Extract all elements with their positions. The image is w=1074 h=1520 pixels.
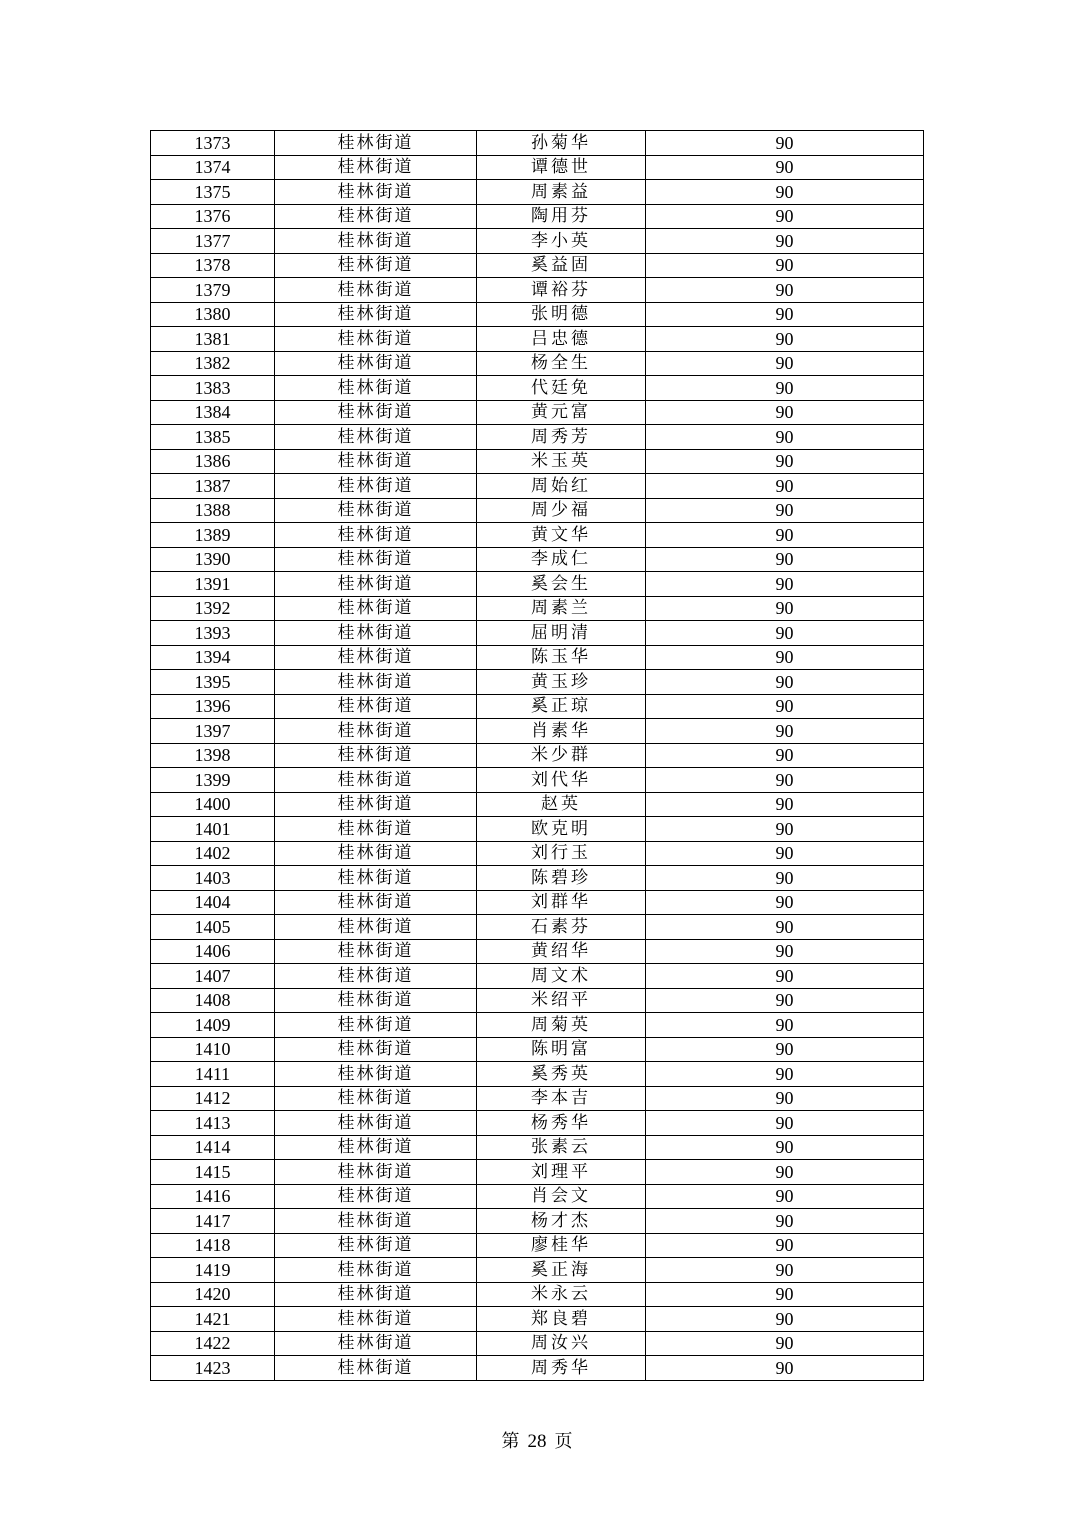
person-name-cell: 陈碧珍 (477, 866, 646, 891)
table-row (151, 180, 924, 205)
street-cell: 桂林街道 (275, 425, 477, 450)
row-number-cell: 1421 (151, 1307, 275, 1332)
person-name-cell: 米绍平 (477, 988, 646, 1013)
person-name-cell: 周素益 (477, 180, 646, 205)
score-cell: 90 (646, 1037, 924, 1062)
score-cell: 90 (646, 327, 924, 352)
table-row (151, 645, 924, 670)
table-row (151, 131, 924, 156)
street-cell: 桂林街道 (275, 302, 477, 327)
score-cell: 90 (646, 768, 924, 793)
row-number-cell: 1408 (151, 988, 275, 1013)
score-cell: 90 (646, 1331, 924, 1356)
score-cell: 90 (646, 743, 924, 768)
table-row (151, 572, 924, 597)
score-cell: 90 (646, 1062, 924, 1087)
person-name-cell: 谭裕芬 (477, 278, 646, 303)
score-cell: 90 (646, 572, 924, 597)
street-cell: 桂林街道 (275, 915, 477, 940)
person-name-cell: 屈明清 (477, 621, 646, 646)
table-row (151, 743, 924, 768)
score-cell: 90 (646, 841, 924, 866)
person-name-cell: 肖会文 (477, 1184, 646, 1209)
street-cell: 桂林街道 (275, 1209, 477, 1234)
table-row (151, 1307, 924, 1332)
street-cell: 桂林街道 (275, 1135, 477, 1160)
table-row (151, 1160, 924, 1185)
table-row (151, 547, 924, 572)
table-row (151, 351, 924, 376)
street-cell: 桂林街道 (275, 572, 477, 597)
score-cell: 90 (646, 719, 924, 744)
row-number-cell: 1404 (151, 890, 275, 915)
street-cell: 桂林街道 (275, 1062, 477, 1087)
table-row (151, 1184, 924, 1209)
row-number-cell: 1413 (151, 1111, 275, 1136)
street-cell: 桂林街道 (275, 890, 477, 915)
row-number-cell: 1403 (151, 866, 275, 891)
table-row (151, 915, 924, 940)
row-number-cell: 1401 (151, 817, 275, 842)
table-row (151, 1282, 924, 1307)
street-cell: 桂林街道 (275, 645, 477, 670)
score-cell: 90 (646, 1209, 924, 1234)
table-row (151, 449, 924, 474)
person-name-cell: 周秀华 (477, 1356, 646, 1381)
street-cell: 桂林街道 (275, 743, 477, 768)
person-name-cell: 刘行玉 (477, 841, 646, 866)
street-cell: 桂林街道 (275, 939, 477, 964)
row-number-cell: 1412 (151, 1086, 275, 1111)
table-row (151, 694, 924, 719)
row-number-cell: 1417 (151, 1209, 275, 1234)
street-cell: 桂林街道 (275, 1258, 477, 1283)
row-number-cell: 1374 (151, 155, 275, 180)
score-cell: 90 (646, 645, 924, 670)
person-name-cell: 李小英 (477, 229, 646, 254)
table-row (151, 1135, 924, 1160)
page-number: 28 (527, 1431, 547, 1452)
score-cell: 90 (646, 229, 924, 254)
street-cell: 桂林街道 (275, 719, 477, 744)
row-number-cell: 1414 (151, 1135, 275, 1160)
person-name-cell: 黄绍华 (477, 939, 646, 964)
person-name-cell: 周始红 (477, 474, 646, 499)
person-name-cell: 廖桂华 (477, 1233, 646, 1258)
person-name-cell: 杨秀华 (477, 1111, 646, 1136)
score-cell: 90 (646, 351, 924, 376)
row-number-cell: 1422 (151, 1331, 275, 1356)
row-number-cell: 1407 (151, 964, 275, 989)
street-cell: 桂林街道 (275, 400, 477, 425)
score-cell: 90 (646, 278, 924, 303)
street-cell: 桂林街道 (275, 1282, 477, 1307)
person-name-cell: 杨全生 (477, 351, 646, 376)
row-number-cell: 1377 (151, 229, 275, 254)
table-row (151, 890, 924, 915)
score-cell: 90 (646, 155, 924, 180)
street-cell: 桂林街道 (275, 1233, 477, 1258)
table-row (151, 1356, 924, 1381)
street-cell: 桂林街道 (275, 621, 477, 646)
person-name-cell: 黄玉珍 (477, 670, 646, 695)
score-cell: 90 (646, 474, 924, 499)
person-name-cell: 石素芬 (477, 915, 646, 940)
row-number-cell: 1398 (151, 743, 275, 768)
roster-table (150, 130, 924, 1381)
page-footer-prefix: 第 (501, 1431, 520, 1452)
row-number-cell: 1389 (151, 523, 275, 548)
table-row (151, 1037, 924, 1062)
score-cell: 90 (646, 1184, 924, 1209)
row-number-cell: 1394 (151, 645, 275, 670)
table-row (151, 1013, 924, 1038)
row-number-cell: 1387 (151, 474, 275, 499)
person-name-cell: 米少群 (477, 743, 646, 768)
street-cell: 桂林街道 (275, 1086, 477, 1111)
person-name-cell: 奚正海 (477, 1258, 646, 1283)
score-cell: 90 (646, 1258, 924, 1283)
row-number-cell: 1416 (151, 1184, 275, 1209)
table-row (151, 474, 924, 499)
score-cell: 90 (646, 1307, 924, 1332)
score-cell: 90 (646, 1013, 924, 1038)
row-number-cell: 1402 (151, 841, 275, 866)
person-name-cell: 周汝兴 (477, 1331, 646, 1356)
table-row (151, 1209, 924, 1234)
score-cell: 90 (646, 621, 924, 646)
table-row (151, 1111, 924, 1136)
street-cell: 桂林街道 (275, 988, 477, 1013)
person-name-cell: 陶用芬 (477, 204, 646, 229)
table-row (151, 278, 924, 303)
row-number-cell: 1415 (151, 1160, 275, 1185)
street-cell: 桂林街道 (275, 449, 477, 474)
street-cell: 桂林街道 (275, 474, 477, 499)
street-cell: 桂林街道 (275, 694, 477, 719)
street-cell: 桂林街道 (275, 1356, 477, 1381)
row-number-cell: 1376 (151, 204, 275, 229)
street-cell: 桂林街道 (275, 1013, 477, 1038)
table-row (151, 204, 924, 229)
person-name-cell: 郑良碧 (477, 1307, 646, 1332)
person-name-cell: 陈玉华 (477, 645, 646, 670)
street-cell: 桂林街道 (275, 278, 477, 303)
table-row (151, 939, 924, 964)
row-number-cell: 1378 (151, 253, 275, 278)
table-row (151, 866, 924, 891)
table-row (151, 1331, 924, 1356)
score-cell: 90 (646, 866, 924, 891)
person-name-cell: 奚会生 (477, 572, 646, 597)
person-name-cell: 刘理平 (477, 1160, 646, 1185)
page-footer (0, 1430, 1074, 1454)
street-cell: 桂林街道 (275, 327, 477, 352)
person-name-cell: 奚秀英 (477, 1062, 646, 1087)
score-cell: 90 (646, 547, 924, 572)
score-cell: 90 (646, 694, 924, 719)
row-number-cell: 1420 (151, 1282, 275, 1307)
table-row (151, 400, 924, 425)
score-cell: 90 (646, 792, 924, 817)
table-row (151, 596, 924, 621)
row-number-cell: 1419 (151, 1258, 275, 1283)
street-cell: 桂林街道 (275, 596, 477, 621)
person-name-cell: 李本吉 (477, 1086, 646, 1111)
score-cell: 90 (646, 523, 924, 548)
score-cell: 90 (646, 204, 924, 229)
table-row (151, 988, 924, 1013)
street-cell: 桂林街道 (275, 768, 477, 793)
street-cell: 桂林街道 (275, 841, 477, 866)
row-number-cell: 1385 (151, 425, 275, 450)
person-name-cell: 张素云 (477, 1135, 646, 1160)
person-name-cell: 奚益固 (477, 253, 646, 278)
street-cell: 桂林街道 (275, 1331, 477, 1356)
row-number-cell: 1380 (151, 302, 275, 327)
score-cell: 90 (646, 915, 924, 940)
person-name-cell: 周菊英 (477, 1013, 646, 1038)
row-number-cell: 1409 (151, 1013, 275, 1038)
row-number-cell: 1396 (151, 694, 275, 719)
score-cell: 90 (646, 988, 924, 1013)
table-row (151, 964, 924, 989)
street-cell: 桂林街道 (275, 180, 477, 205)
street-cell: 桂林街道 (275, 1111, 477, 1136)
row-number-cell: 1392 (151, 596, 275, 621)
table-row (151, 841, 924, 866)
score-cell: 90 (646, 817, 924, 842)
street-cell: 桂林街道 (275, 1307, 477, 1332)
table-row (151, 302, 924, 327)
roster-table-body (151, 131, 924, 1381)
row-number-cell: 1379 (151, 278, 275, 303)
person-name-cell: 欧克明 (477, 817, 646, 842)
row-number-cell: 1386 (151, 449, 275, 474)
row-number-cell: 1400 (151, 792, 275, 817)
row-number-cell: 1406 (151, 939, 275, 964)
table-row (151, 523, 924, 548)
score-cell: 90 (646, 596, 924, 621)
score-cell: 90 (646, 1160, 924, 1185)
row-number-cell: 1418 (151, 1233, 275, 1258)
row-number-cell: 1382 (151, 351, 275, 376)
table-row (151, 1086, 924, 1111)
score-cell: 90 (646, 425, 924, 450)
person-name-cell: 吕忠德 (477, 327, 646, 352)
street-cell: 桂林街道 (275, 1160, 477, 1185)
table-row (151, 253, 924, 278)
row-number-cell: 1391 (151, 572, 275, 597)
table-row (151, 817, 924, 842)
table-row (151, 155, 924, 180)
table-row (151, 376, 924, 401)
score-cell: 90 (646, 1356, 924, 1381)
table-row (151, 719, 924, 744)
person-name-cell: 赵英 (477, 792, 646, 817)
street-cell: 桂林街道 (275, 351, 477, 376)
street-cell: 桂林街道 (275, 670, 477, 695)
page-footer-suffix: 页 (554, 1431, 573, 1452)
score-cell: 90 (646, 1086, 924, 1111)
row-number-cell: 1423 (151, 1356, 275, 1381)
row-number-cell: 1390 (151, 547, 275, 572)
person-name-cell: 肖素华 (477, 719, 646, 744)
score-cell: 90 (646, 376, 924, 401)
score-cell: 90 (646, 400, 924, 425)
score-cell: 90 (646, 1233, 924, 1258)
row-number-cell: 1399 (151, 768, 275, 793)
row-number-cell: 1373 (151, 131, 275, 156)
score-cell: 90 (646, 964, 924, 989)
score-cell: 90 (646, 1111, 924, 1136)
street-cell: 桂林街道 (275, 253, 477, 278)
table-row (151, 792, 924, 817)
person-name-cell: 刘代华 (477, 768, 646, 793)
street-cell: 桂林街道 (275, 817, 477, 842)
person-name-cell: 周素兰 (477, 596, 646, 621)
row-number-cell: 1383 (151, 376, 275, 401)
street-cell: 桂林街道 (275, 155, 477, 180)
street-cell: 桂林街道 (275, 547, 477, 572)
street-cell: 桂林街道 (275, 523, 477, 548)
person-name-cell: 杨才杰 (477, 1209, 646, 1234)
row-number-cell: 1411 (151, 1062, 275, 1087)
table-row (151, 768, 924, 793)
score-cell: 90 (646, 449, 924, 474)
street-cell: 桂林街道 (275, 376, 477, 401)
person-name-cell: 刘群华 (477, 890, 646, 915)
score-cell: 90 (646, 498, 924, 523)
row-number-cell: 1384 (151, 400, 275, 425)
person-name-cell: 张明德 (477, 302, 646, 327)
score-cell: 90 (646, 890, 924, 915)
person-name-cell: 谭德世 (477, 155, 646, 180)
row-number-cell: 1375 (151, 180, 275, 205)
street-cell: 桂林街道 (275, 204, 477, 229)
street-cell: 桂林街道 (275, 964, 477, 989)
person-name-cell: 米玉英 (477, 449, 646, 474)
table-row (151, 621, 924, 646)
table-row (151, 425, 924, 450)
score-cell: 90 (646, 670, 924, 695)
person-name-cell: 代廷免 (477, 376, 646, 401)
person-name-cell: 周少福 (477, 498, 646, 523)
row-number-cell: 1410 (151, 1037, 275, 1062)
table-row (151, 670, 924, 695)
person-name-cell: 周秀芳 (477, 425, 646, 450)
street-cell: 桂林街道 (275, 1184, 477, 1209)
row-number-cell: 1388 (151, 498, 275, 523)
person-name-cell: 李成仁 (477, 547, 646, 572)
table-row (151, 1062, 924, 1087)
row-number-cell: 1395 (151, 670, 275, 695)
row-number-cell: 1397 (151, 719, 275, 744)
person-name-cell: 孙菊华 (477, 131, 646, 156)
row-number-cell: 1405 (151, 915, 275, 940)
table-row (151, 1233, 924, 1258)
score-cell: 90 (646, 302, 924, 327)
street-cell: 桂林街道 (275, 498, 477, 523)
row-number-cell: 1393 (151, 621, 275, 646)
table-row (151, 229, 924, 254)
street-cell: 桂林街道 (275, 229, 477, 254)
person-name-cell: 奚正琼 (477, 694, 646, 719)
score-cell: 90 (646, 1135, 924, 1160)
person-name-cell: 米永云 (477, 1282, 646, 1307)
row-number-cell: 1381 (151, 327, 275, 352)
table-row (151, 1258, 924, 1283)
street-cell: 桂林街道 (275, 1037, 477, 1062)
score-cell: 90 (646, 939, 924, 964)
person-name-cell: 黄元富 (477, 400, 646, 425)
table-row (151, 327, 924, 352)
score-cell: 90 (646, 180, 924, 205)
street-cell: 桂林街道 (275, 792, 477, 817)
street-cell: 桂林街道 (275, 866, 477, 891)
score-cell: 90 (646, 1282, 924, 1307)
score-cell: 90 (646, 131, 924, 156)
person-name-cell: 黄文华 (477, 523, 646, 548)
table-row (151, 498, 924, 523)
street-cell: 桂林街道 (275, 131, 477, 156)
score-cell: 90 (646, 253, 924, 278)
person-name-cell: 陈明富 (477, 1037, 646, 1062)
person-name-cell: 周文术 (477, 964, 646, 989)
